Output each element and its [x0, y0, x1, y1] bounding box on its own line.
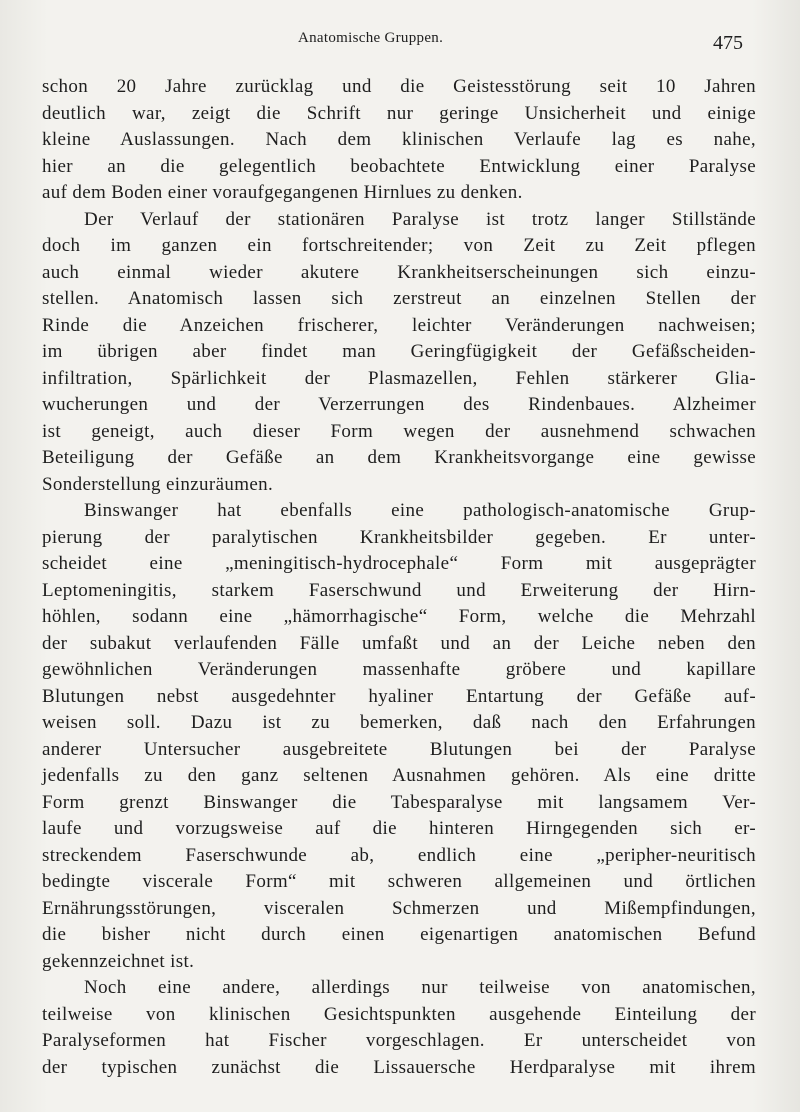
text-line: die bisher nicht durch einen eigenartigen anatomischen Befund — [42, 924, 756, 945]
text-line: Noch eine andere, allerdings nur teilweise von anatomischen, — [84, 977, 756, 998]
text-line: der typischen zunächst die Lissauersche Herdparalyse mit ihrem — [42, 1056, 756, 1078]
text-line: gekennzeichnet ist. — [42, 950, 195, 972]
text-line: infiltration, Spärlichkeit der Plasmazellen, Fehlen stärkerer Glia- — [42, 367, 756, 389]
text-line: der subakut verlaufenden Fälle umfaßt und an der Leiche neben den — [42, 632, 756, 654]
text-line: scheidet eine „meningitisch-hydrocephale“ Form mit ausgeprägter — [42, 553, 756, 574]
text-line: ist geneigt, auch dieser Form wegen der ausnehmend schwachen — [42, 420, 756, 442]
text-line: deutlich war, zeigt die Schrift nur geringe Unsicherheit und einige — [42, 102, 756, 124]
text-line: teilweise von klinischen Gesichtspunkten ausgehende Einteilung der — [42, 1003, 756, 1025]
text-line: bedingte viscerale Form“ mit schweren allgemeinen und örtlichen — [42, 871, 756, 892]
text-line: höhlen, sodann eine „hämorrhagische“ Form, welche die Mehrzahl — [42, 606, 756, 627]
text-line: weisen soll. Dazu ist zu bemerken, daß nach den Erfahrungen — [42, 712, 756, 733]
text-line: anderer Untersucher ausgebreitete Blutungen bei der Paralyse — [42, 738, 756, 760]
text-line: Rinde die Anzeichen frischerer, leichter Veränderungen nachweisen; — [42, 314, 756, 336]
text-line: auch einmal wieder akutere Krankheitserscheinungen sich einzu- — [42, 261, 756, 283]
page-header — [0, 28, 800, 58]
text-line: Form grenzt Binswanger die Tabesparalyse mit langsamem Ver- — [42, 791, 756, 813]
body-text — [42, 74, 756, 1081]
text-line: Paralyseformen hat Fischer vorgeschlagen. Er unterscheidet von — [42, 1030, 756, 1051]
text-line: jedenfalls zu den ganz seltenen Ausnahmen gehören. Als eine dritte — [42, 765, 756, 786]
text-line: gewöhnlichen Veränderungen massenhafte gröbere und kapillare — [42, 659, 756, 680]
text-line: auf dem Boden einer voraufgegangenen Hirnlues zu denken. — [42, 182, 523, 203]
text-line: Beteiligung der Gefäße an dem Krankheitsvorgange eine gewisse — [42, 447, 756, 468]
text-line: doch im ganzen ein fortschreitender; von Zeit zu Zeit pflegen — [42, 235, 756, 256]
text-line: streckendem Faserschwunde ab, endlich eine „peripher-neuritisch — [42, 844, 756, 866]
text-line: schon 20 Jahre zurücklag und die Geistesstörung seit 10 Jahren — [42, 76, 756, 97]
text-line: laufe und vorzugsweise auf die hinteren Hirngegenden sich er- — [42, 818, 756, 839]
page-number: 475 — [713, 32, 743, 54]
text-line: Der Verlauf der stationären Paralyse ist trotz langer Stillstände — [84, 208, 756, 230]
running-head: Anatomische Gruppen. — [298, 30, 444, 46]
text-line: Blutungen nebst ausgedehnter hyaliner Entartung der Gefäße auf- — [42, 685, 756, 707]
text-line: wucherungen und der Verzerrungen des Rindenbaues. Alzheimer — [42, 394, 756, 415]
text-line: stellen. Anatomisch lassen sich zerstreut an einzelnen Stellen der — [42, 288, 756, 309]
text-line: pierung der paralytischen Krankheitsbilder gegeben. Er unter- — [42, 526, 756, 548]
text-line: Leptomeningitis, starkem Faserschwund und Erweiterung der Hirn- — [42, 579, 756, 601]
text-line: Sonderstellung einzuräumen. — [42, 473, 274, 495]
text-line: kleine Auslassungen. Nach dem klinischen Verlaufe lag es nahe, — [42, 129, 756, 150]
text-line: Binswanger hat ebenfalls eine pathologisch-anatomische Grup- — [84, 500, 756, 521]
text-line: Ernährungsstörungen, visceralen Schmerzen und Mißempfindungen, — [42, 897, 756, 919]
text-line: hier an die gelegentlich beobachtete Entwicklung einer Paralyse — [42, 155, 756, 177]
text-line: im übrigen aber findet man Geringfügigkeit der Gefäßscheiden- — [42, 341, 756, 362]
